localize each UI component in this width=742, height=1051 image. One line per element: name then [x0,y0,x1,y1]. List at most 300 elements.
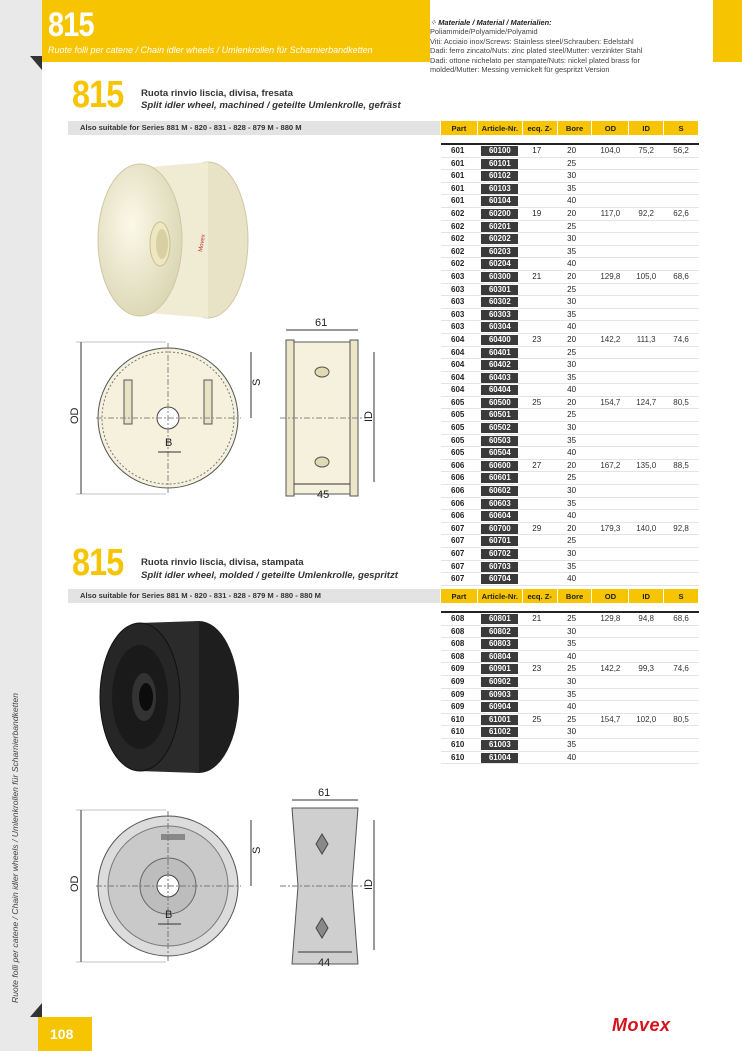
table-cell: 604 [441,359,477,372]
table-cell [629,726,664,739]
article-number: 60304 [481,322,518,332]
article-number: 60200 [481,209,518,219]
s-label: S [251,378,263,386]
table-row [441,713,699,726]
table-cell [629,308,664,321]
table-cell: 607 [441,535,477,548]
table-cell: 609 [441,663,477,676]
table-cell [664,510,699,523]
table-cell: 25 [557,283,592,296]
article-number: 60704 [481,574,518,584]
section2-title-it: Ruota rinvio liscia, divisa, stampata [141,557,304,568]
table-row [441,308,699,321]
table-cell: 124,7 [629,396,664,409]
article-number: 60401 [481,348,518,358]
table-row [441,245,699,258]
table-cell: 35 [557,182,592,195]
table-cell [477,396,522,409]
table-row [441,434,699,447]
table-cell: 25 [557,472,592,485]
table-cell [664,220,699,233]
table-cell [629,638,664,651]
table-cell: 154,7 [592,713,629,726]
table-cell [522,701,557,714]
article-number: 61001 [481,715,518,725]
table-row [441,485,699,498]
section1-also-suitable: Also suitable for Series 881 M - 820 - 831 - 828 - 879 M - 880 M [68,121,440,135]
table-row [441,738,699,751]
table-row [441,371,699,384]
table-cell [629,751,664,764]
table-cell: 601 [441,157,477,170]
table-cell [629,170,664,183]
table-cell [522,510,557,523]
table-cell: 605 [441,434,477,447]
table-cell [592,157,629,170]
table-cell [477,321,522,334]
table-cell [664,195,699,208]
table-cell: 607 [441,560,477,573]
table-cell [592,296,629,309]
table-cell [664,422,699,435]
table-cell: 29 [522,522,557,535]
table-cell: 603 [441,321,477,334]
table-cell [629,195,664,208]
article-number: 60504 [481,448,518,458]
table-cell [477,625,522,638]
table-cell [522,308,557,321]
table-cell [477,675,522,688]
series-number: 815 [48,6,94,44]
table-cell: 607 [441,548,477,561]
table-cell [664,447,699,460]
article-number: 60100 [481,146,518,156]
article-number: 60804 [481,652,518,662]
table-row [441,573,699,586]
table-cell [629,548,664,561]
table-cell [477,701,522,714]
table-cell: 105,0 [629,270,664,283]
table-cell: 25 [557,713,592,726]
table-cell [522,472,557,485]
table-cell: 117,0 [592,207,629,220]
table-cell [592,195,629,208]
table-cell [477,182,522,195]
table-cell [629,447,664,460]
table-cell: 30 [557,485,592,498]
table-row [441,510,699,523]
article-number: 60802 [481,627,518,637]
table-cell [629,233,664,246]
table-cell [664,346,699,359]
table-cell [592,245,629,258]
table-cell [522,751,557,764]
width-bottom-label: 44 [318,957,331,969]
materials-line: Poliammide/Polyamide/Polyamid [430,27,538,37]
table-cell: 40 [557,258,592,271]
table-cell [592,384,629,397]
table-cell [522,195,557,208]
table-cell [477,713,522,726]
table-cell: 99,3 [629,663,664,676]
section1-table [441,121,699,586]
table-row [441,650,699,663]
table-cell: 602 [441,220,477,233]
article-number: 60404 [481,385,518,395]
article-number: 60601 [481,473,518,483]
table-cell: 179,3 [592,522,629,535]
table-cell [664,675,699,688]
table-cell [664,308,699,321]
table-row [441,638,699,651]
table-cell: 135,0 [629,459,664,472]
table-cell: 20 [557,207,592,220]
table-cell: 605 [441,396,477,409]
table-cell [522,650,557,663]
article-number: 60400 [481,335,518,345]
table-cell: 610 [441,726,477,739]
corner-notch [30,56,42,70]
table-cell [592,346,629,359]
table-cell [592,738,629,751]
table-cell: 25 [557,220,592,233]
table-cell [592,220,629,233]
table-cell: 601 [441,195,477,208]
article-number: 60702 [481,549,518,559]
table-row [441,333,699,346]
article-number: 61003 [481,740,518,750]
table-cell [664,409,699,422]
column-header: Article-Nr. [477,589,522,603]
table-cell [592,510,629,523]
table-cell: 25 [557,535,592,548]
table-cell: 68,6 [664,612,699,625]
section1-title-it: Ruota rinvio liscia, divisa, fresata [141,88,293,99]
table-cell [477,333,522,346]
table-cell: 30 [557,170,592,183]
table-cell [477,688,522,701]
table-cell [522,688,557,701]
table-cell: 608 [441,638,477,651]
article-number: 60904 [481,702,518,712]
table-cell: 40 [557,751,592,764]
table-cell: 23 [522,333,557,346]
table-cell: 606 [441,485,477,498]
table-cell: 606 [441,510,477,523]
table-cell: 601 [441,182,477,195]
table-cell: 92,2 [629,207,664,220]
table-cell [522,346,557,359]
table-cell: 606 [441,472,477,485]
table-cell [629,220,664,233]
table-cell [477,371,522,384]
table-row [441,612,699,625]
table-cell [522,233,557,246]
table-cell [522,625,557,638]
table-cell [629,384,664,397]
article-number: 60502 [481,423,518,433]
table-cell [522,573,557,586]
table-row [441,321,699,334]
table-cell [629,497,664,510]
article-number: 60603 [481,499,518,509]
table-cell: 68,6 [664,270,699,283]
table-cell [629,283,664,296]
table-cell: 609 [441,675,477,688]
table-cell [664,258,699,271]
table-row [441,207,699,220]
table-cell [629,245,664,258]
section2-technical-drawing [66,786,386,972]
article-number: 60403 [481,373,518,383]
table-cell: 20 [557,333,592,346]
table-cell: 21 [522,270,557,283]
table-cell [592,359,629,372]
table-cell [592,485,629,498]
table-cell: 80,5 [664,713,699,726]
table-cell [477,726,522,739]
table-cell [664,560,699,573]
table-cell [592,726,629,739]
table-row [441,283,699,296]
article-number: 60104 [481,196,518,206]
table-cell [664,497,699,510]
table-cell [664,434,699,447]
column-header: OD [592,589,629,603]
table-cell [522,321,557,334]
table-cell: 21 [522,612,557,625]
table-cell [664,751,699,764]
table-cell [522,258,557,271]
table-cell: 20 [557,396,592,409]
table-cell: 35 [557,308,592,321]
table-cell: 20 [557,522,592,535]
table-row [441,296,699,309]
width-bottom-label: 45 [317,489,330,501]
table-cell: 40 [557,573,592,586]
table-cell [592,422,629,435]
table-row [441,751,699,764]
side-band [0,0,42,1051]
table-cell: 40 [557,195,592,208]
table-cell [522,738,557,751]
table-cell: 605 [441,422,477,435]
table-cell: 601 [441,144,477,157]
table-cell: 602 [441,245,477,258]
table-cell [477,245,522,258]
article-number: 60703 [481,562,518,572]
table-cell: 154,7 [592,396,629,409]
article-number: 60803 [481,639,518,649]
article-number: 60202 [481,234,518,244]
article-number: 60102 [481,171,518,181]
table-cell [629,625,664,638]
table-cell [477,359,522,372]
table-row [441,195,699,208]
article-number: 60903 [481,690,518,700]
table-cell: 23 [522,663,557,676]
width-top-label: 61 [315,318,328,329]
table-cell [592,447,629,460]
article-number: 60103 [481,184,518,194]
table-cell: 603 [441,296,477,309]
id-label: ID [363,411,375,422]
article-number: 60402 [481,360,518,370]
id-label: ID [363,879,375,890]
table-cell [477,638,522,651]
article-number: 60604 [481,511,518,521]
table-cell [477,535,522,548]
table-cell [477,308,522,321]
table-cell: 603 [441,270,477,283]
table-cell: 92,8 [664,522,699,535]
column-header: OD [592,121,629,135]
table-cell [522,447,557,460]
table-cell: 607 [441,573,477,586]
article-number: 60201 [481,222,518,232]
table-cell [629,157,664,170]
table-cell [522,170,557,183]
table-cell: 80,5 [664,396,699,409]
table-cell [629,296,664,309]
table-cell: 606 [441,459,477,472]
table-cell: 35 [557,638,592,651]
table-row [441,220,699,233]
table-cell [477,751,522,764]
table-cell [664,283,699,296]
table-cell [477,270,522,283]
table-cell: 25 [557,663,592,676]
table-cell [522,220,557,233]
table-row [441,459,699,472]
table-cell: 30 [557,548,592,561]
column-header: ecq. Z- [522,121,557,135]
table-cell [629,409,664,422]
table-cell: 30 [557,359,592,372]
table-cell [477,384,522,397]
table-cell [592,548,629,561]
table-cell: 27 [522,459,557,472]
column-header: ID [629,121,664,135]
table-row [441,522,699,535]
table-cell [664,738,699,751]
table-cell: 602 [441,233,477,246]
table-cell [477,233,522,246]
article-number: 60701 [481,536,518,546]
column-header: Bore [557,589,592,603]
article-number: 60302 [481,297,518,307]
table-cell: 40 [557,321,592,334]
table-cell: 74,6 [664,333,699,346]
section1-technical-drawing [66,318,386,504]
table-cell: 17 [522,144,557,157]
table-cell: 25 [522,396,557,409]
table-cell: 605 [441,447,477,460]
table-cell: 35 [557,560,592,573]
table-cell: 40 [557,510,592,523]
table-row [441,182,699,195]
materials-box [430,0,713,92]
materials-icon: ⁘ [430,18,439,27]
table-cell: 604 [441,371,477,384]
table-cell [664,726,699,739]
table-cell [629,422,664,435]
table-cell [629,675,664,688]
table-cell: 25 [557,612,592,625]
table-row [441,701,699,714]
table-row [441,497,699,510]
table-cell [664,359,699,372]
table-cell [592,560,629,573]
table-cell [629,472,664,485]
table-cell: 609 [441,688,477,701]
table-cell [592,321,629,334]
table-cell [592,751,629,764]
table-cell [664,170,699,183]
section1-title-en-de: Split idler wheel, machined / geteilte Umlenkrolle, gefräst [141,100,401,111]
article-number: 60801 [481,614,518,624]
table-cell [592,233,629,246]
table-cell [522,560,557,573]
table-cell: 129,8 [592,612,629,625]
table-cell: 20 [557,144,592,157]
table-cell [477,560,522,573]
table-cell [629,560,664,573]
table-cell: 94,8 [629,612,664,625]
table-cell: 129,8 [592,270,629,283]
table-cell: 30 [557,422,592,435]
table-cell [629,701,664,714]
table-cell: 35 [557,738,592,751]
table-row [441,663,699,676]
table-cell [477,650,522,663]
column-header: Part [441,589,477,603]
brand-logo: Movex [612,1015,671,1035]
table-cell: 25 [557,346,592,359]
section1-product-photo [78,140,258,330]
table-cell: 35 [557,371,592,384]
table-row [441,384,699,397]
table-cell [629,434,664,447]
table-cell [592,409,629,422]
table-cell: 606 [441,497,477,510]
table-cell: 111,3 [629,333,664,346]
table-cell: 609 [441,701,477,714]
table-cell: 610 [441,713,477,726]
table-cell [477,283,522,296]
b-label: B [165,437,173,449]
table-cell [477,157,522,170]
table-cell: 604 [441,346,477,359]
table-row [441,625,699,638]
table-cell [629,573,664,586]
table-row [441,144,699,157]
table-cell: 607 [441,522,477,535]
table-row [441,472,699,485]
table-row [441,270,699,283]
column-header: ecq. Z- [522,589,557,603]
table-cell [664,548,699,561]
table-cell: 604 [441,384,477,397]
article-number: 60600 [481,461,518,471]
table-cell [629,182,664,195]
table-cell [664,157,699,170]
table-row [441,409,699,422]
table-cell: 20 [557,459,592,472]
table-cell [592,283,629,296]
table-cell [664,371,699,384]
table-cell [664,535,699,548]
